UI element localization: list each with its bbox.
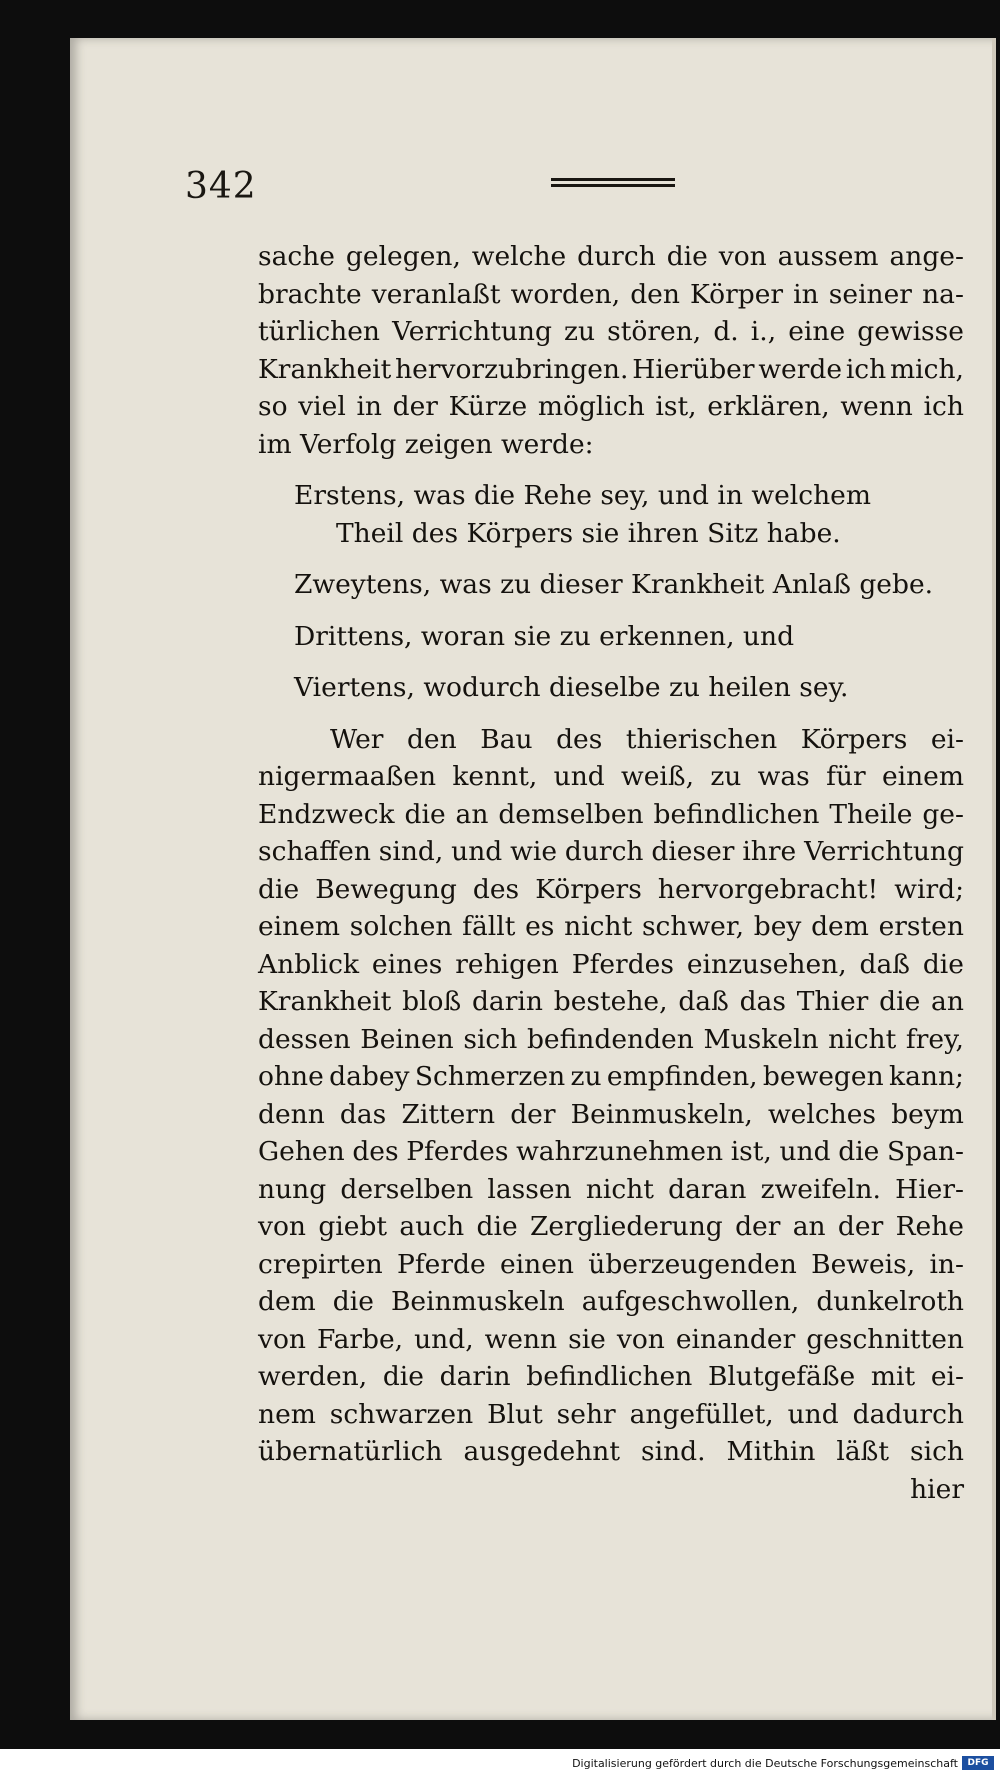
word: dadurch: [852, 1398, 964, 1430]
spacer: [258, 655, 964, 669]
word: Kürze: [448, 391, 528, 422]
word: durch: [564, 836, 644, 867]
word: brachte: [258, 278, 362, 310]
word: an: [455, 798, 489, 830]
word: die: [666, 241, 708, 272]
word: eines: [371, 948, 443, 980]
word: crepirten: [258, 1248, 383, 1280]
word: Verrichtung: [392, 316, 552, 347]
word: aussem: [777, 241, 879, 272]
text-line: [258, 1208, 964, 1246]
word: des: [352, 1136, 399, 1167]
word: schwarzen: [329, 1398, 474, 1430]
word: i.,: [750, 316, 777, 347]
word: die: [476, 1211, 518, 1242]
word: der: [392, 391, 438, 422]
word: frey,: [905, 1023, 964, 1055]
paragraph-first-line: [258, 721, 964, 759]
word: gelegen,: [345, 241, 461, 272]
word: darin: [439, 1361, 511, 1392]
word: ich: [845, 353, 887, 385]
word: sie: [568, 1323, 606, 1355]
word: welche: [471, 241, 567, 272]
text-line: [258, 1283, 964, 1321]
word: zu: [564, 316, 596, 347]
word: Hierüber: [632, 353, 755, 385]
word: stören,: [607, 316, 702, 347]
word: auch: [399, 1211, 465, 1242]
text-line: [258, 758, 964, 796]
word: Endzweck: [258, 798, 395, 830]
word: bloß: [402, 986, 462, 1017]
word: ohne: [258, 1061, 324, 1092]
word: Theile: [829, 798, 913, 830]
text-line: [258, 1058, 964, 1096]
word: Körpers: [800, 723, 908, 755]
word: sich: [463, 1023, 518, 1055]
word: einzusehen,: [686, 948, 847, 980]
word: Thier: [796, 986, 869, 1017]
word: Bau: [480, 723, 533, 755]
word: mich,: [890, 353, 964, 385]
text-line: [258, 1433, 964, 1471]
word: läßt: [836, 1436, 890, 1467]
word: zweifeln.: [760, 1173, 881, 1205]
page-edge: [992, 38, 996, 1720]
word: mit: [870, 1361, 916, 1392]
word: befindlichen: [653, 798, 820, 830]
word: Bewegung: [315, 873, 457, 905]
text-line: [258, 1133, 964, 1171]
word: sache: [258, 241, 335, 272]
word: wie: [510, 836, 557, 867]
word: Beinmuskeln: [390, 1286, 565, 1317]
word: bestehe,: [553, 986, 668, 1017]
word: sind,: [378, 836, 444, 867]
word: Beinen: [360, 1023, 454, 1055]
word: die: [258, 873, 300, 905]
word: lassen: [487, 1173, 572, 1205]
word: wird;: [894, 873, 964, 905]
word: Wer: [330, 723, 384, 755]
word: schaffen: [258, 836, 371, 867]
enum-item-erstens: Erstens, was die Rehe sey, und in welchem: [294, 480, 871, 511]
word: nung: [258, 1173, 327, 1205]
word: angefüllet,: [629, 1398, 774, 1430]
word: und: [451, 836, 503, 867]
word: durch: [577, 241, 656, 272]
word: viel: [298, 391, 346, 422]
enum-item-zweytens: Zweytens, was zu dieser Krankheit Anlaß gebe.: [294, 569, 934, 600]
word: ei-: [930, 723, 964, 755]
word: Zergliederung: [529, 1211, 723, 1242]
text-line: [258, 908, 964, 946]
footer-credit: Digitalisierung gefördert durch die Deutsche Forschungsgemeinschaft: [572, 1757, 958, 1770]
word: in: [356, 391, 382, 422]
word: ihre: [742, 836, 797, 867]
word: hervorzubringen.: [395, 353, 629, 385]
text-line: [258, 1021, 964, 1059]
word: sehr: [556, 1398, 616, 1430]
word: derselben: [340, 1173, 474, 1205]
word: wenn: [484, 1323, 558, 1355]
text-line: [258, 388, 964, 426]
word: na-: [922, 278, 964, 310]
word: überzeugenden: [588, 1248, 797, 1280]
word: Blutgefäße: [707, 1361, 856, 1392]
word: erklären,: [707, 391, 830, 422]
word: Krankheit: [258, 986, 392, 1017]
word: des: [472, 873, 520, 905]
word: seiner: [828, 278, 912, 310]
word: in-: [929, 1248, 964, 1280]
dfg-logo-icon: DFG: [962, 1756, 994, 1770]
word: an: [931, 986, 964, 1017]
word: ei-: [930, 1361, 964, 1392]
word: die: [922, 948, 964, 980]
text-line: [258, 1358, 964, 1396]
word: wenn: [840, 391, 913, 422]
word: befindlichen: [526, 1361, 693, 1392]
word: veranlaßt: [371, 278, 501, 310]
word: welches: [768, 1098, 877, 1130]
word: von: [616, 1323, 665, 1355]
word: sind.: [641, 1436, 706, 1467]
enum-item-erstens-cont: Theil des Körpers sie ihren Sitz habe.: [336, 517, 841, 549]
word: Zittern: [401, 1098, 496, 1130]
word: übernatürlich: [258, 1436, 443, 1467]
page-header: [185, 166, 965, 206]
word: solchen: [349, 911, 453, 942]
word: ist,: [730, 1136, 772, 1167]
word: Gehen: [258, 1136, 345, 1167]
word: bewegen: [762, 1061, 884, 1092]
word: Span-: [887, 1136, 964, 1167]
word: ist,: [655, 391, 697, 422]
word: bey: [753, 911, 802, 942]
word: Farbe,: [316, 1323, 404, 1355]
word: einander: [675, 1323, 796, 1355]
enum-item-viertens: Viertens, wodurch dieselbe zu heilen sey.: [294, 672, 849, 703]
word: Hier-: [895, 1173, 964, 1205]
word: darin: [471, 986, 543, 1017]
word: Schmerzen: [414, 1061, 566, 1092]
word: von: [718, 241, 767, 272]
text-line: [258, 351, 964, 389]
word: worden,: [510, 278, 621, 310]
word: und: [787, 1398, 839, 1430]
word: ersten: [878, 911, 964, 942]
word: zu: [710, 761, 742, 792]
word: ich: [923, 391, 964, 422]
word: und,: [414, 1323, 474, 1355]
word: so: [258, 391, 288, 422]
word: gewisse: [857, 316, 964, 347]
word: Blut: [487, 1398, 543, 1430]
word: fällt: [462, 911, 516, 942]
word: nem: [258, 1398, 316, 1430]
word: die: [838, 1136, 880, 1167]
word: Beweis,: [811, 1248, 916, 1280]
word: aufgeschwollen,: [581, 1286, 800, 1317]
footer-bar: [0, 1749, 1000, 1779]
page-number: 342: [185, 166, 257, 207]
text-line: [258, 1321, 964, 1359]
word: der: [735, 1211, 781, 1242]
word: nicht: [564, 911, 633, 942]
word: einem: [881, 761, 964, 792]
word: den: [406, 723, 457, 755]
word: kennt,: [452, 761, 538, 792]
word: nicht: [585, 1173, 654, 1205]
text-line: [258, 238, 964, 276]
word: Muskeln: [703, 1023, 819, 1055]
spacer: [258, 707, 964, 721]
word: Beinmuskeln,: [570, 1098, 753, 1130]
word: Rehe: [895, 1211, 964, 1242]
word: kann;: [889, 1061, 964, 1092]
enum-item-drittens: Drittens, woran sie zu erkennen, und: [294, 620, 795, 652]
word: rehigen: [455, 948, 559, 980]
word: die: [332, 1286, 374, 1317]
word: nicht: [828, 1023, 897, 1055]
text-line: [258, 946, 964, 984]
word: einem: [258, 911, 341, 942]
word: geschnitten: [806, 1323, 964, 1355]
word: Krankheit: [258, 353, 392, 385]
header-rule: [551, 178, 675, 192]
word: daran: [668, 1173, 747, 1205]
word: nigermaaßen: [258, 761, 437, 792]
word: denn: [258, 1098, 325, 1130]
word: das: [339, 1098, 387, 1130]
word: Pferdes: [571, 948, 674, 980]
spacer: [258, 604, 964, 618]
word: in: [793, 278, 819, 310]
word: dessen: [258, 1023, 351, 1055]
word: dieser: [651, 836, 735, 867]
word: demselben: [498, 798, 644, 830]
text-line: [258, 1246, 964, 1284]
word: werde: [758, 353, 843, 385]
text-line: [258, 1396, 964, 1434]
word: Verrichtung: [804, 836, 964, 867]
word: Pferde: [397, 1248, 486, 1280]
word: giebt: [318, 1211, 388, 1242]
spacer: [258, 463, 964, 477]
word: hervorgebracht!: [657, 873, 879, 905]
word: die: [879, 986, 921, 1017]
word: Körper: [690, 278, 784, 310]
word: weiß,: [621, 761, 695, 792]
word: ge-: [922, 798, 964, 830]
word: dem: [258, 1286, 316, 1317]
word: empfinden,: [606, 1061, 758, 1092]
word: schwer,: [641, 911, 745, 942]
word: der: [837, 1211, 884, 1242]
text-line: [258, 1171, 964, 1209]
word: werden,: [258, 1361, 368, 1392]
word: ange-: [889, 241, 964, 272]
text-line: [258, 313, 964, 351]
word: thierischen: [625, 723, 778, 755]
word: Mithin: [726, 1436, 816, 1467]
word: sich: [910, 1436, 964, 1467]
text-line: im Verfolg zeigen werde:: [258, 428, 594, 460]
word: eine: [788, 316, 846, 347]
word: Anblick: [258, 948, 360, 980]
body-text: [258, 238, 964, 1508]
spacer: [258, 552, 964, 566]
text-line: [258, 833, 964, 871]
word: von: [258, 1323, 306, 1355]
word: und: [779, 1136, 831, 1167]
text-line: [258, 796, 964, 834]
header-rule-line: [551, 184, 675, 187]
word: d.: [713, 316, 739, 347]
word: die: [382, 1361, 424, 1392]
word: für: [826, 761, 866, 792]
word: Körpers: [535, 873, 642, 905]
word: daß: [678, 986, 729, 1017]
word: dunkelroth: [816, 1286, 964, 1317]
text-line: [258, 871, 964, 909]
word: die: [404, 798, 446, 830]
catchword: hier: [910, 1473, 964, 1505]
word: befindenden: [526, 1023, 694, 1055]
text-line: [258, 983, 964, 1021]
word: des: [556, 723, 603, 755]
word: daß: [859, 948, 910, 980]
word: es: [525, 911, 555, 942]
word: von: [258, 1211, 306, 1242]
word: an: [792, 1211, 826, 1242]
word: wahrzunehmen: [516, 1136, 724, 1167]
word: einen: [499, 1248, 574, 1280]
word: ausgedehnt: [463, 1436, 621, 1467]
header-rule-line: [551, 178, 675, 181]
word: möglich: [537, 391, 645, 422]
word: den: [630, 278, 680, 310]
word: zu: [570, 1061, 602, 1092]
word: was: [757, 761, 810, 792]
word: das: [739, 986, 786, 1017]
text-line: [258, 276, 964, 314]
word: und: [553, 761, 605, 792]
word: beym: [891, 1098, 964, 1130]
text-line: [258, 1096, 964, 1134]
word: der: [510, 1098, 556, 1130]
word: Pferdes: [406, 1136, 509, 1167]
word: dabey: [329, 1061, 410, 1092]
word: dem: [811, 911, 869, 942]
word: türlichen: [258, 316, 380, 347]
